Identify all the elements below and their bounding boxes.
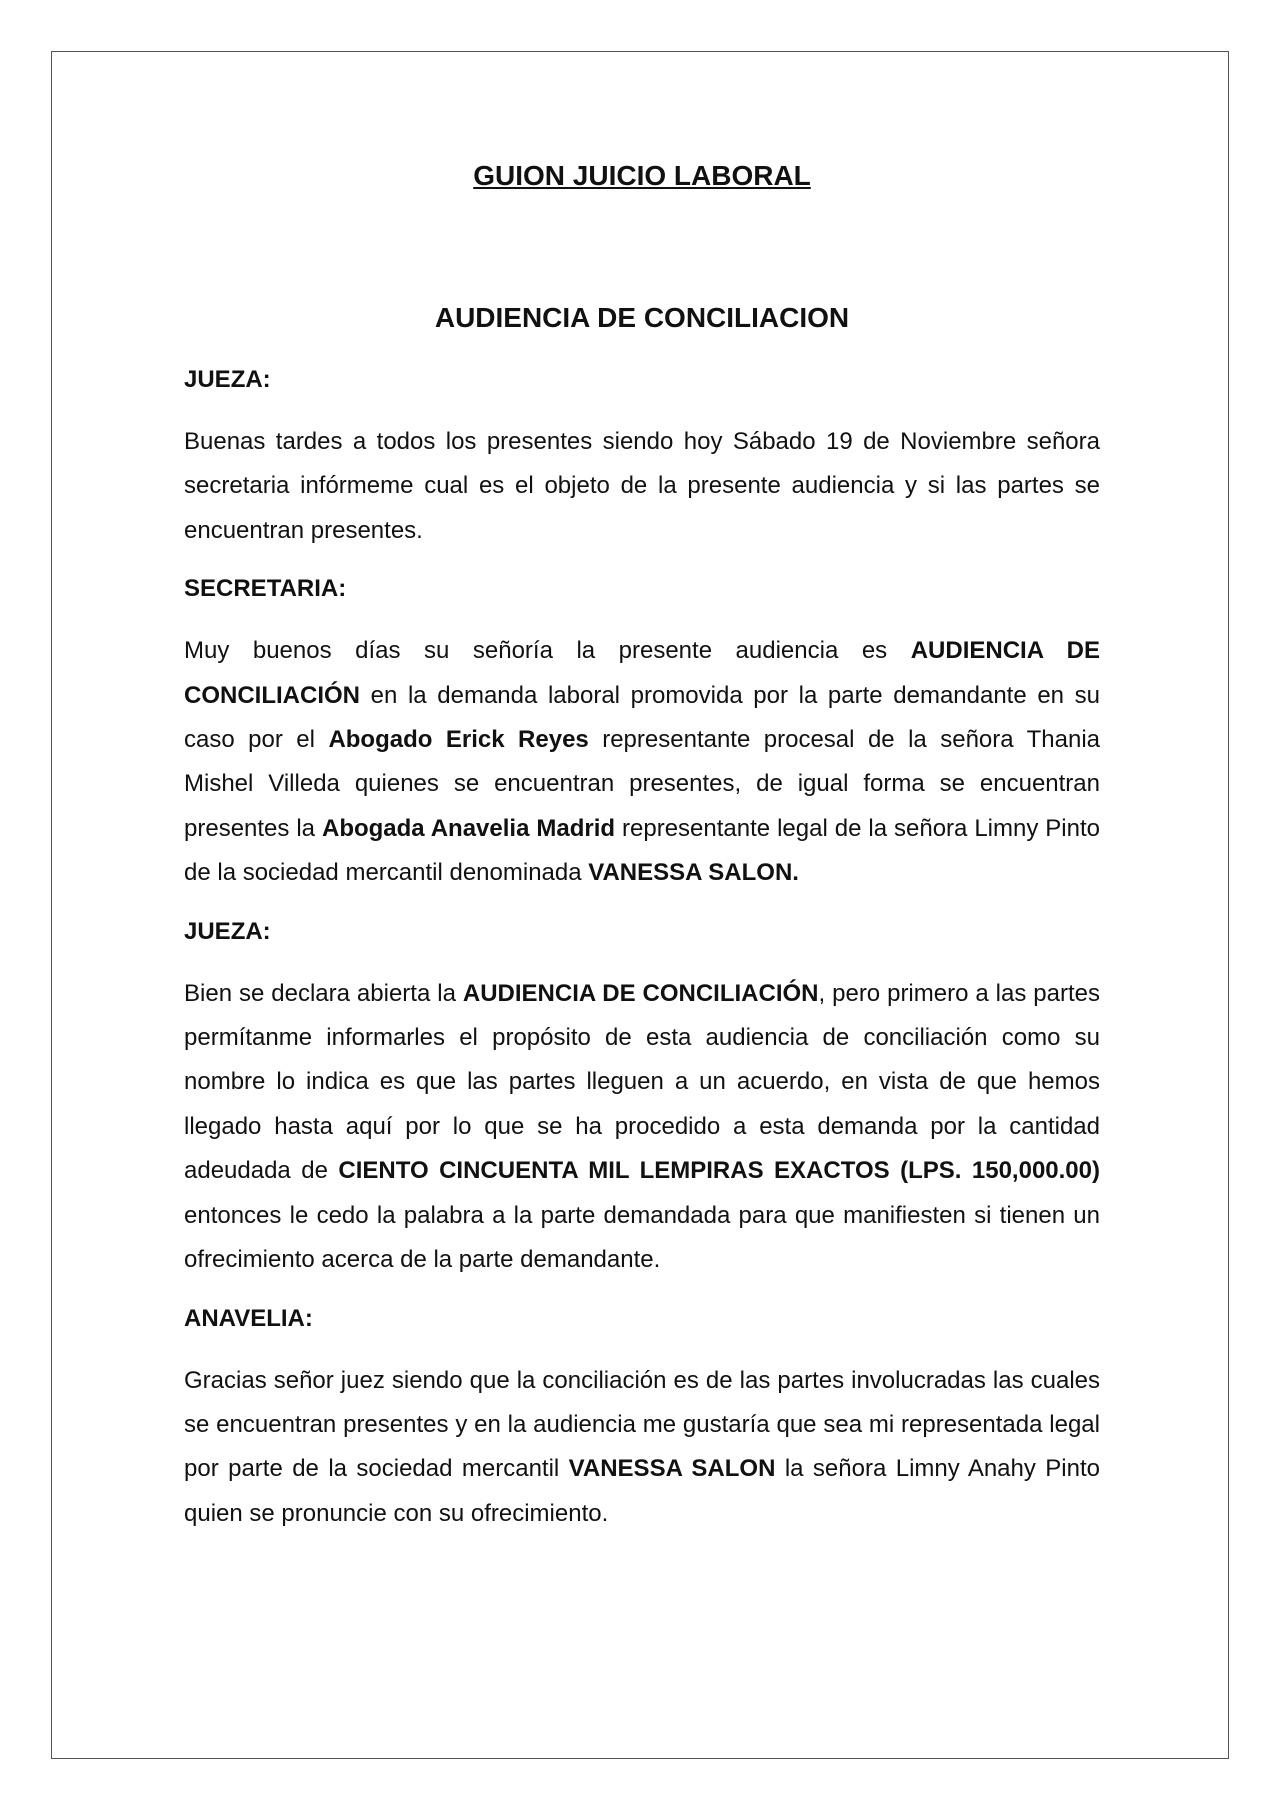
section-title: AUDIENCIA DE CONCILIACION [434,302,850,333]
text-run: Gracias señor juez siendo que la conciliación es de las partes involucradas las cuales se encuentran presentes y en la audiencia me gustaría que sea mi representada legal por parte de la sociedad mercantil [184,1366,1100,1483]
text-run-bold: VANESSA SALON. [588,859,799,887]
text-run-bold: Abogada Anavelia Madrid [321,814,616,842]
dialogue-text [184,972,1100,1283]
dialogue-text [184,1359,1100,1537]
dialogue-text [184,629,1100,895]
text-run: entonces le cedo la palabra a la parte demandada para que manifiesten si tienen un ofrecimiento acerca de la parte demandante. [184,1201,1100,1274]
text-run: , pero primero a las partes permítanme informarles el propósito de esta audiencia de conciliación como su nombre lo indica es que las partes lleguen a un acuerdo, en vista de que hemos llegado hasta aquí por lo que se ha procedido a esta demanda por la cantidad adeudada de [184,979,1100,1185]
text-run-bold: AUDIENCIA DE CONCILIACIÓN [184,637,1101,709]
text-run-bold: CIENTO CINCUENTA MIL LEMPIRAS EXACTOS (LPS. 150,000.00) [338,1157,1100,1185]
dialogue-block-jueza-2 [184,910,1100,1283]
text-run: Muy buenos días su señoría la presente audiencia es [184,637,911,665]
document-title: GUION JUICIO LABORAL [473,160,811,191]
text-run: en la demanda laboral promovida por la parte demandante en su caso por el [184,681,1100,754]
text-run: Bien se declara abierta la [184,979,463,1007]
speaker-label: ANAVELIA: [184,1304,313,1332]
dialogue-block-anavelia [184,1297,1100,1537]
text-run: Buenas tardes a todos los presentes siendo hoy Sábado 19 de Noviembre señora secretaria infórmeme cual es el objeto de la presente audiencia y si las partes se encuentran presentes. [184,428,1100,544]
text-run: la señora Limny Anahy Pinto quien se pronuncie con su ofrecimiento. [184,1455,1100,1527]
text-run-bold: Abogado Erick Reyes [328,726,589,754]
speaker-label: SECRETARIA: [184,575,347,603]
speaker-label: JUEZA: [184,366,271,393]
dialogue-block-secretaria [184,567,1100,895]
text-run: representante procesal de la señora Thania Mishel Villeda quienes se encuentran presentes, de igual forma se encuentran presentes la [184,726,1101,842]
text-run-bold: VANESSA SALON [568,1455,776,1483]
dialogue-block-jueza-1 [184,358,1100,553]
dialogue-text [184,420,1100,553]
text-run: representante legal de la señora Limny Pinto de la sociedad mercantil denominada [184,814,1101,887]
document-body [184,150,1100,1536]
text-run-bold: AUDIENCIA DE CONCILIACIÓN [462,979,819,1007]
speaker-label: JUEZA: [184,917,271,945]
